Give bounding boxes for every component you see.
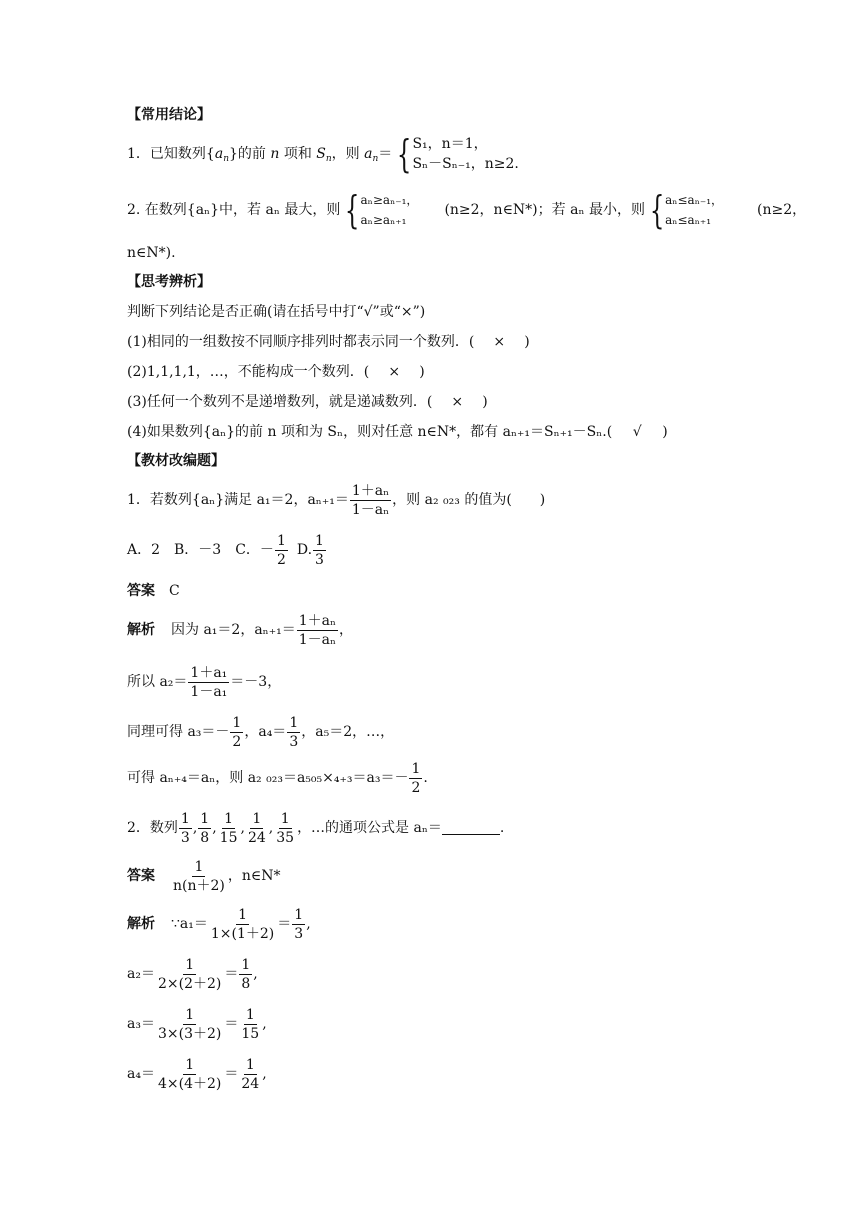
q2-analysis-1: 解析 ∵a₁＝ $\frac{1}{1\times(1+2)}$ ＝ 1 3 , xyxy=(127,906,311,942)
q2-l4-num: 1 xyxy=(185,1056,195,1073)
q2-stem-c: . xyxy=(499,820,505,836)
q1-stem-a: 1．若数列{aₙ}满足 a₁＝2，aₙ₊₁＝ xyxy=(127,492,349,508)
item2-tail: (n≥2， xyxy=(757,202,807,218)
q1-analysis-frac xyxy=(297,612,338,649)
q2-l1-rn: 1 xyxy=(294,906,304,923)
q2-l2-num: 1 xyxy=(185,956,195,973)
q1-analysis-3 xyxy=(127,712,394,752)
q2-stem-b: ，…的通项公式是 aₙ＝ xyxy=(297,820,442,836)
judge-item-4: (4)如果数列{aₙ}的前 n 项和为 Sₙ，则对任意 n∈N*，都有 aₙ₊₁＝Sₙ₊₁－Sₙ.( √ ) xyxy=(127,424,668,440)
q2-l2-lhs: a₂＝ xyxy=(127,966,155,982)
common-item-1 xyxy=(127,132,519,176)
q2-l2-frac xyxy=(156,956,223,993)
item2-case-4: aₙ≤aₙ₊₁ xyxy=(665,213,712,227)
q1-analysis-s3a: 同理可得 a₃＝－ xyxy=(127,724,230,740)
q2-l1-den: 1×(1＋2) xyxy=(210,925,275,942)
q2-l4-rd: 24 xyxy=(241,1075,260,1092)
q1-answer-label: 答案 xyxy=(127,583,155,599)
q1-frac-den: 1－aₙ xyxy=(351,501,390,518)
q1-result-frac: 1 2 xyxy=(411,760,421,796)
q1-answer-value: C xyxy=(169,583,180,599)
judge-item-4-text: (4)如果数列{aₙ}的前 n 项和为 Sₙ，则对任意 n∈N*，都有 aₙ₊₁＝Sₙ₊₁－Sₙ.( xyxy=(127,424,613,440)
q1-analysis-frac-num: 1＋aₙ xyxy=(298,612,337,629)
judge-item-4-mark: √ xyxy=(632,424,642,440)
q1-a3-frac: 1 2 xyxy=(232,714,242,750)
section-heading-common: 【常用结论】 xyxy=(127,107,211,123)
section-heading-judge: 【思考辨析】 xyxy=(127,274,211,290)
q2-l1-frac xyxy=(209,906,276,943)
q2-stem: 2．数列 1 3 , 1 8 , 1 15 , 1 24 , 1 35 ，…的通项公式是 aₙ＝ . xyxy=(127,810,505,846)
q2-analysis-3: a₃＝ $\frac{1}{3\times(3+2)}$ ＝ 1 15 , xyxy=(127,1006,267,1042)
q1-analysis-s3c: ，a₅＝2，…， xyxy=(301,724,395,740)
q2-l2-result xyxy=(239,956,252,993)
q2-answer-label: 答案 xyxy=(127,868,155,884)
q1-analysis-frac-den: 1－aₙ xyxy=(298,631,337,648)
item2-cases-min: { aₙ≤aₙ₋₁， aₙ≤aₙ₊₁ xyxy=(649,188,724,232)
q2-l1-num: 1 xyxy=(238,906,248,923)
q2-l1-rd: 3 xyxy=(294,925,304,942)
judge-item-1-text: (1)相同的一组数按不同顺序排列时都表示同一个数列．( xyxy=(127,334,475,350)
item2-case-2: aₙ≥aₙ₊₁ xyxy=(360,213,407,227)
item2-part-a: 2. 在数列{aₙ}中，若 aₙ 最大，则 xyxy=(127,202,341,218)
q2-term-1: 1 3 xyxy=(180,810,190,846)
q1-option-d-frac: 1 3 xyxy=(315,532,324,568)
q2-answer-frac xyxy=(171,858,227,895)
q1-stem xyxy=(127,480,545,520)
q2-term-5: 1 35 xyxy=(276,810,295,846)
q2-analysis-label: 解析 xyxy=(127,916,155,932)
q2-ans-den: n(n＋2) xyxy=(173,877,225,894)
q1-analysis-s2b: ＝－3， xyxy=(230,674,282,690)
judge-item-2: (2)1,1,1,1，…，不能构成一个数列．( × ) xyxy=(127,364,425,380)
q1-fraction xyxy=(350,482,391,519)
q1-analysis-s4: 可得 aₙ₊₄＝aₙ，则 a₂ ₀₂₃＝a₅₀₅×₄₊₃＝a₃＝－ xyxy=(127,770,409,786)
judge-item-1: (1)相同的一组数按不同顺序排列时都表示同一个数列．( × ) xyxy=(127,334,530,350)
judge-item-3-mark: × xyxy=(451,394,464,410)
q1-analysis-label: 解析 xyxy=(127,622,155,638)
q2-l3-lhs: a₃＝ xyxy=(127,1016,155,1032)
q1-stem-b: ，则 a₂ ₀₂₃ 的值为( ) xyxy=(392,492,546,508)
q1-option-c-frac: 1 2 xyxy=(276,532,286,568)
case-1: S₁，n＝1， xyxy=(412,136,488,152)
q2-l4-den: 4×(4＋2) xyxy=(157,1075,222,1092)
q2-answer-blank xyxy=(442,822,500,835)
q2-l3-result xyxy=(239,1006,261,1043)
q2-l1-lhs: ∵a₁＝ xyxy=(171,916,208,932)
q2-answer xyxy=(127,856,281,896)
item2-cases-max: { aₙ≥aₙ₋₁， aₙ≥aₙ₊₁ xyxy=(345,188,419,232)
q2-term-3: 1 15 xyxy=(219,810,238,846)
q1-analysis-1: 解析 因为 a₁＝2，aₙ₊₁＝ $\frac{\text{1＋aₙ}}{\text{1－aₙ}}$ ， xyxy=(127,612,354,648)
judge-item-3-text: (3)任何一个数列不是递增数列，就是递减数列．( xyxy=(127,394,433,410)
q1-options xyxy=(127,530,327,570)
q1-frac-num: 1＋aₙ xyxy=(351,482,390,499)
q1-a4-frac: 1 3 xyxy=(289,714,299,750)
q1-answer xyxy=(127,582,180,600)
q1-s2-den: 1－a₁ xyxy=(190,683,228,700)
item2-case-1: aₙ≥aₙ₋₁， xyxy=(360,193,419,207)
judge-item-1-mark: × xyxy=(493,334,506,350)
q2-l3-frac xyxy=(156,1006,223,1043)
q2-term-4: 1 24 xyxy=(247,810,266,846)
q1-analysis-2 xyxy=(127,662,281,702)
q2-answer-tail: ，n∈N* xyxy=(227,868,281,884)
q2-l3-den: 3×(3＋2) xyxy=(157,1025,222,1042)
item2-line2: n∈N*). xyxy=(127,245,176,261)
q2-stem-a: 2．数列 xyxy=(127,820,178,836)
q2-ans-num: 1 xyxy=(194,858,204,875)
q2-l2-rd: 8 xyxy=(241,975,251,992)
q2-l2-den: 2×(2＋2) xyxy=(157,975,222,992)
item2-part-b: (n≥2，n∈N*)；若 aₙ 最小，则 xyxy=(444,202,645,218)
judge-item-2-text: (2)1,1,1,1，…，不能构成一个数列．( xyxy=(127,364,370,380)
q1-analysis-s2a: 所以 a₂＝ xyxy=(127,674,188,690)
q1-analysis-s3b: ，a₄＝ xyxy=(244,724,287,740)
q2-l4-frac xyxy=(156,1056,223,1093)
common-item-2 xyxy=(127,188,806,232)
q1-options-abc: A．2 B．－3 C．－ xyxy=(127,542,274,558)
section-heading-textbook: 【教材改编题】 xyxy=(127,453,225,469)
q2-l4-lhs: a₄＝ xyxy=(127,1066,155,1082)
q2-l3-rn: 1 xyxy=(245,1006,255,1023)
q1-s2-num: 1＋a₁ xyxy=(190,664,228,681)
q1-analysis-4: 可得 aₙ₊₄＝aₙ，则 a₂ ₀₂₃＝a₅₀₅×₄₊₃＝a₃＝－ 1 2 . xyxy=(127,760,428,796)
q2-l3-rd: 15 xyxy=(241,1025,260,1042)
q2-analysis-2: a₂＝ $\frac{1}{2\times(2+2)}$ ＝ 1 8 , xyxy=(127,956,258,992)
judge-item-2-mark: × xyxy=(388,364,401,380)
common-item1-text: 1．已知数列$\{a_n\}$的前 n 项和 $S_n$，则 $a_n=$ xyxy=(127,146,393,164)
judge-item-3: (3)任何一个数列不是递增数列，就是递减数列．( × ) xyxy=(127,394,488,410)
item2-case-3: aₙ≤aₙ₋₁， xyxy=(665,193,724,207)
q1-analysis-s1: 因为 a₁＝2，aₙ₊₁＝ xyxy=(171,622,296,638)
q2-l2-rn: 1 xyxy=(241,956,251,973)
q2-l4-rn: 1 xyxy=(245,1056,255,1073)
q2-l3-num: 1 xyxy=(185,1006,195,1023)
q1-option-d: D. xyxy=(296,542,313,558)
q2-term-2: 1 8 xyxy=(200,810,210,846)
q2-analysis-4: a₄＝ $\frac{1}{4\times(4+2)}$ ＝ 1 24 , xyxy=(127,1056,267,1092)
q1-analysis-s2-frac xyxy=(188,664,229,701)
case-2: Sₙ－Sₙ₋₁，n≥2. xyxy=(412,156,519,172)
q2-l1-result xyxy=(292,906,305,943)
common-item1-cases: { S₁，n＝1， Sₙ－Sₙ₋₁，n≥2. xyxy=(397,132,519,176)
judge-instruction: 判断下列结论是否正确(请在括号中打“√”或“×”) xyxy=(127,304,426,320)
q2-l4-result xyxy=(239,1056,261,1093)
